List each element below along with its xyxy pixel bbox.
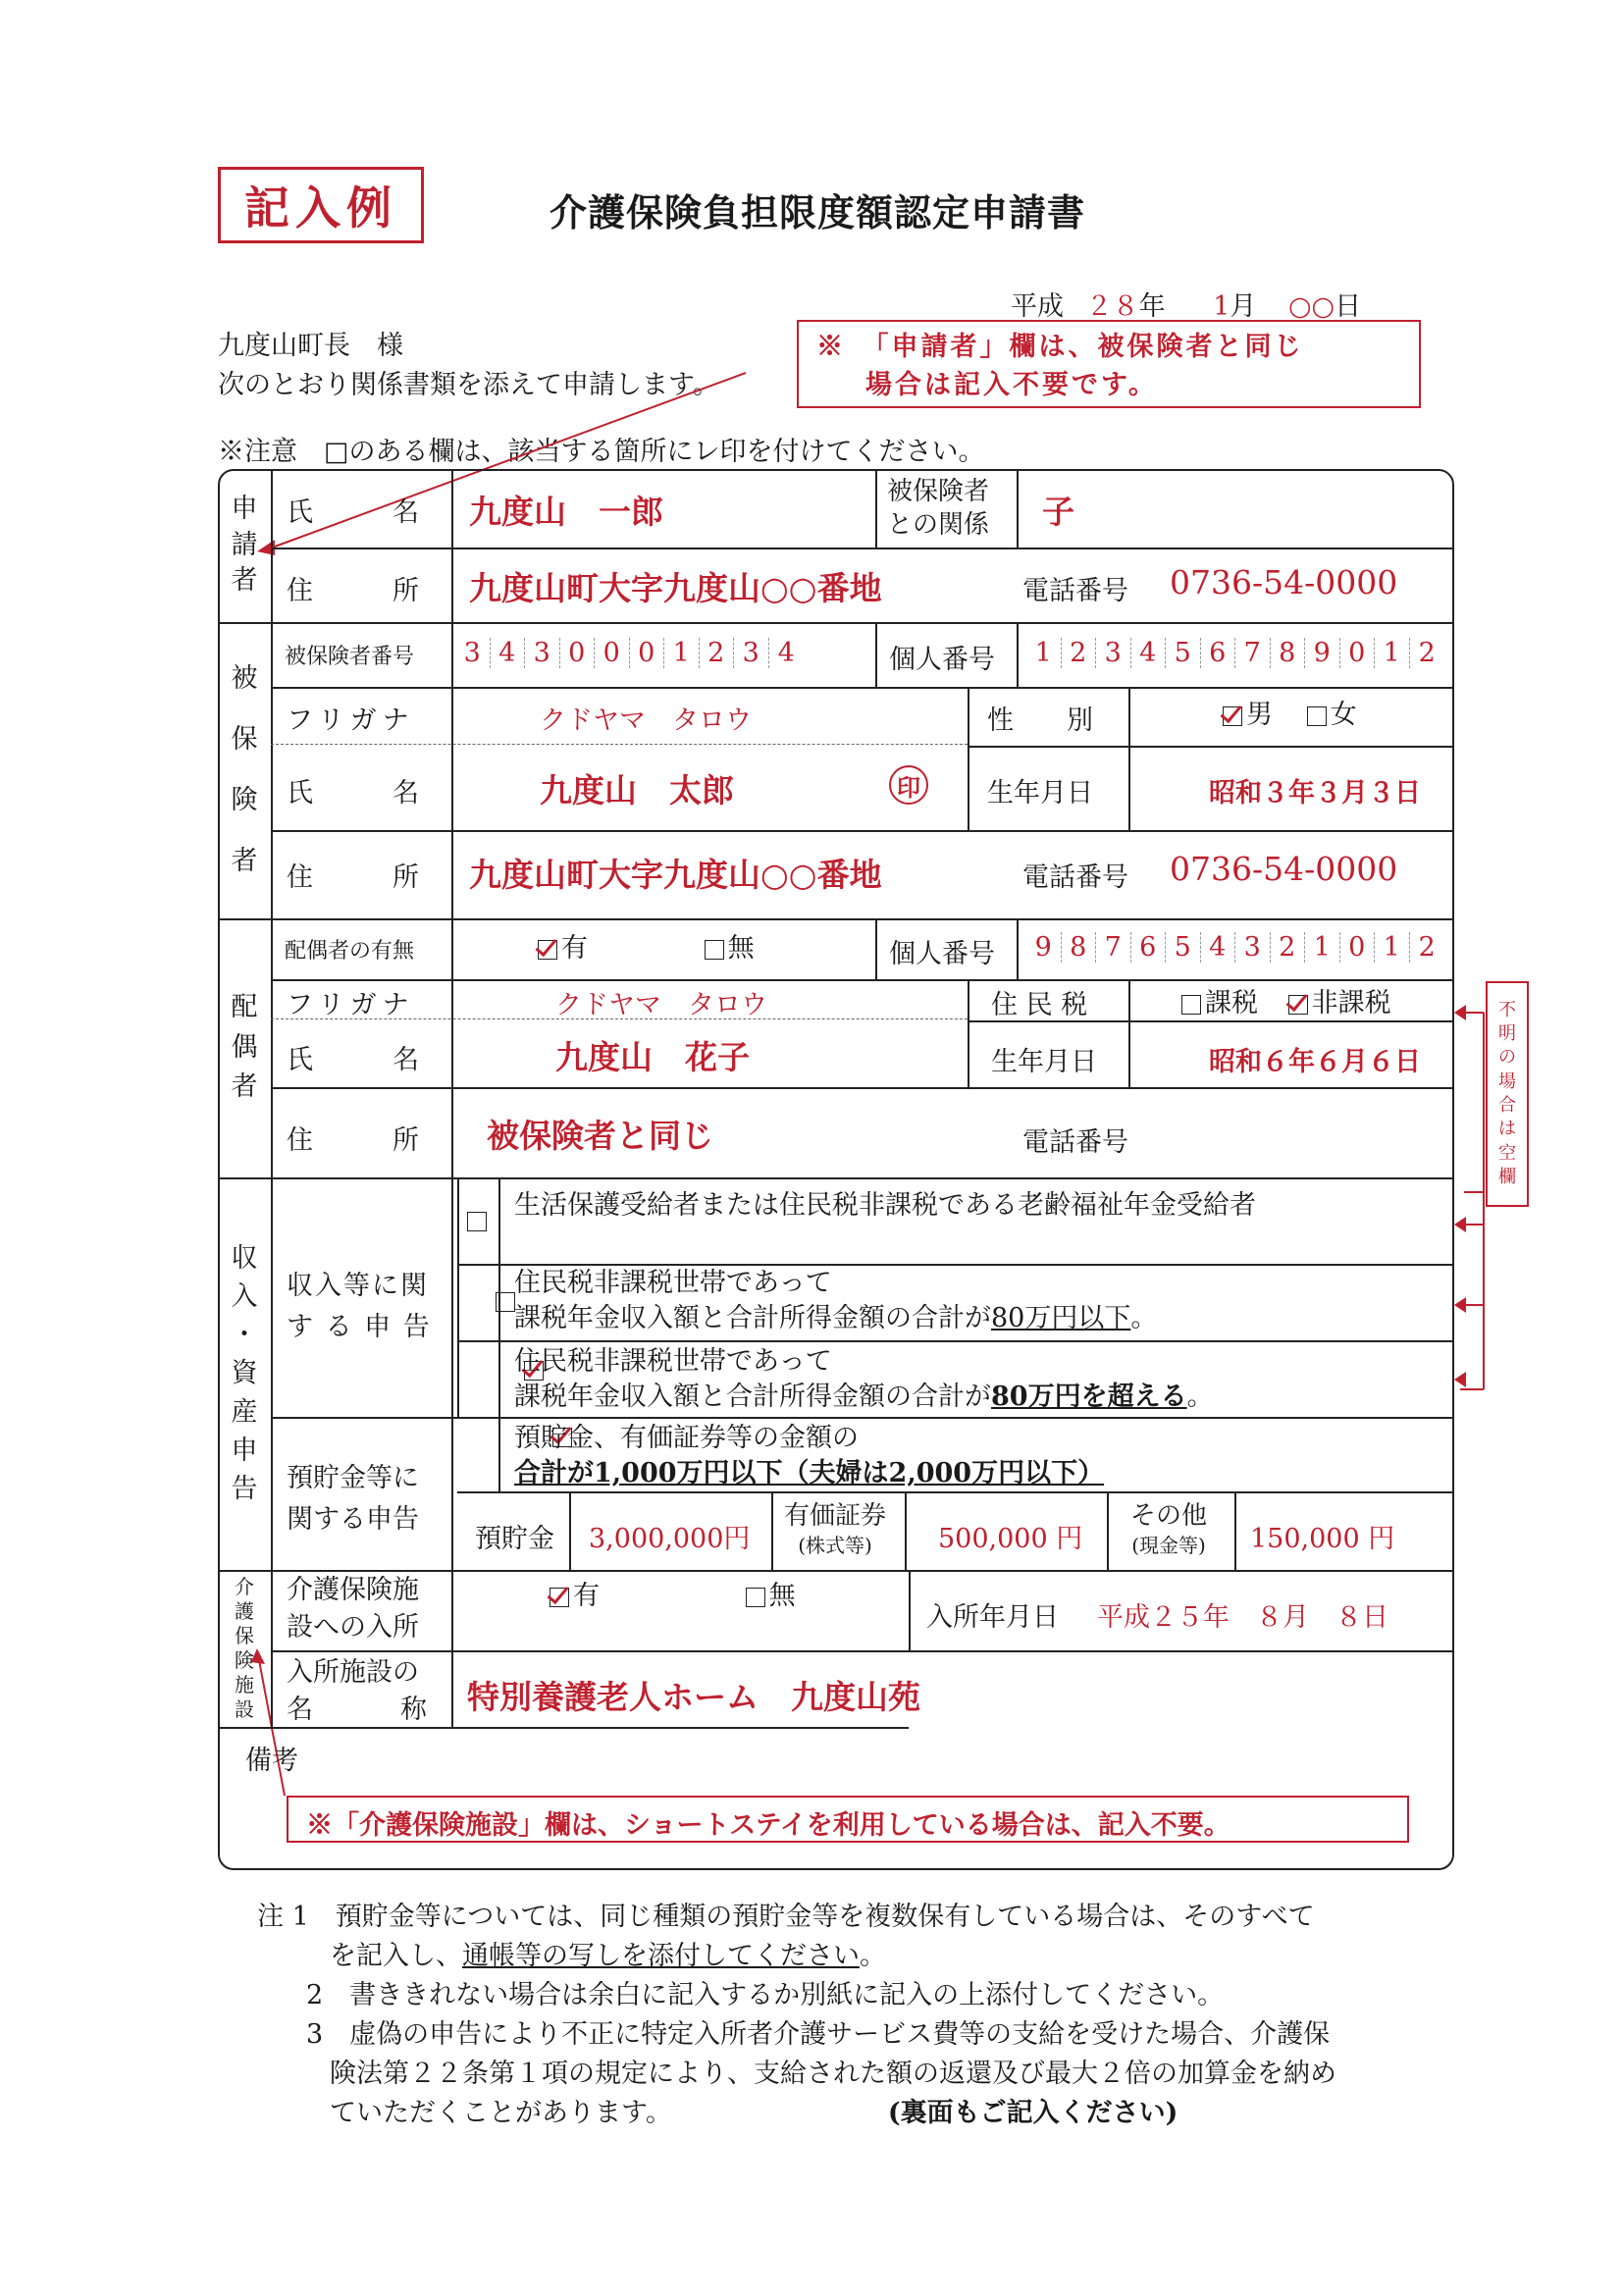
facility-no-checkbox[interactable] — [746, 1588, 765, 1607]
applicant-name-label: 氏 名 — [287, 497, 419, 528]
seal-mark: 印 — [889, 765, 928, 805]
spouse-birth-value[interactable]: 昭和６年６月６日 — [1209, 1047, 1421, 1077]
spouse-address-label: 住 所 — [287, 1125, 419, 1156]
application-date: 平成 ２８年 1月 ○○日 — [1011, 291, 1362, 322]
insured-birth-value[interactable]: 昭和３年３月３日 — [1209, 778, 1421, 809]
insured-address-value[interactable]: 九度山町大字九度山○○番地 — [469, 856, 882, 894]
insured-number-digits[interactable]: 3 4 3 0 0 0 1 2 3 4 — [455, 638, 804, 668]
remarks-label: 備考 — [245, 1746, 298, 1776]
spouse-address-value[interactable]: 被保険者と同じ — [487, 1117, 713, 1155]
savings-declaration-label: 預貯金等に 関する申告 — [287, 1463, 419, 1535]
applicant-address-label: 住 所 — [287, 576, 419, 606]
facility-section-label: 介 護 保 険 施 設 — [235, 1575, 254, 1721]
applicant-section-label: 申 請 者 — [231, 494, 258, 597]
tax-taxed-checkbox[interactable] — [1181, 995, 1201, 1015]
insured-personal-label: 個人番号 — [889, 645, 995, 675]
facility-entry-options[interactable]: 有 無 — [550, 1574, 796, 1612]
facility-note: ※「介護保険施設」欄は、ショートステイを利用している場合は、記入不要。 — [287, 1796, 1409, 1843]
sex-male-checkbox[interactable] — [1223, 706, 1242, 726]
facility-entry-label: 介護保険施 設への入所 — [287, 1575, 419, 1643]
applicant-name-value[interactable]: 九度山 一郎 — [469, 493, 663, 531]
insured-personal-digits[interactable]: 1 2 3 4 5 6 7 8 9 0 1 2 — [1026, 638, 1444, 668]
spouse-furigana-value[interactable]: クドヤマ タロウ — [555, 990, 767, 1020]
resident-tax-options[interactable]: 課税 非課税 — [1181, 981, 1391, 1019]
sex-female-checkbox[interactable] — [1307, 706, 1327, 726]
spouse-section-label: 配 偶 者 — [231, 992, 258, 1103]
insured-name-value[interactable]: 九度山 太郎 — [540, 771, 734, 809]
caution-text: ※注意 □のある欄は、該当する箇所にレ印を付けてください。 — [218, 437, 985, 467]
facility-date-value[interactable]: 平成２５年 ８月 ８日 — [1097, 1602, 1388, 1633]
facility-date-label: 入所年月日 — [926, 1602, 1059, 1633]
income-option3-text: 住民税非課税世帯であって 課税年金収入額と合計所得金額の合計が80万円を超える。 — [514, 1346, 1214, 1412]
tax-untaxed-checkbox[interactable] — [1288, 995, 1308, 1015]
spouse-birth-label: 生年月日 — [991, 1047, 1097, 1077]
page-title: 介護保険負担限度額認定申請書 — [550, 190, 1086, 235]
other-assets-value[interactable]: 150,000 円 — [1250, 1524, 1395, 1554]
deposit-value[interactable]: 3,000,000円 — [589, 1524, 751, 1554]
deposit-label: 預貯金 — [475, 1524, 554, 1554]
applicant-note: ※ 「申請者」欄は、被保険者と同じ 場合は記入不要です。 — [797, 320, 1421, 408]
insured-furigana-value[interactable]: クドヤマ タロウ — [540, 705, 752, 736]
facility-name-label: 入所施設の 名 称 — [287, 1657, 429, 1725]
insured-furigana-label: フリガナ — [287, 705, 415, 736]
footer-notes: 注 1 預貯金等については、同じ種類の預貯金等を複数保有している場合は、そのすべて を記入し、通帳等の写しを添付してください。 2 書ききれない場合は余白に記入するか別紙に記入の上添付してください。 3 虚偽の申告により不正に特定入所者介護サービス費等の支給を受けた場合、介護保 険法第２２条第１項の規定により、支給された額の返還及び最大２倍の加算金を納め ていただくことがあります。 (裏面もご記入ください) — [257, 1902, 1336, 2128]
securities-value[interactable]: 500,000 円 — [938, 1524, 1083, 1554]
relation-value[interactable]: 子 — [1042, 493, 1074, 531]
facility-yes-checkbox[interactable] — [550, 1588, 569, 1607]
other-assets-label: その他 (現金等) — [1129, 1501, 1207, 1557]
insured-phone-label: 電話番号 — [1022, 862, 1128, 893]
spouse-phone-label: 電話番号 — [1022, 1127, 1128, 1158]
insured-section-label: 被 保 険 者 — [231, 662, 258, 877]
applicant-phone-label: 電話番号 — [1022, 576, 1128, 606]
sample-label: 記入例 — [218, 167, 424, 243]
addressee: 九度山町長 様 — [218, 331, 403, 361]
intro-text: 次のとおり関係書類を添えて申請します。 — [218, 370, 719, 400]
income-option2-checkbox[interactable] — [496, 1292, 515, 1312]
sex-label: 性 別 — [987, 705, 1093, 736]
spouse-personal-label: 個人番号 — [889, 939, 995, 969]
spouse-yes-checkbox[interactable] — [538, 940, 557, 960]
savings-text: 預貯金、有価証券等の金額の 合計が1,000万円以下（夫婦は2,000万円以下） — [514, 1423, 1105, 1488]
spouse-no-checkbox[interactable] — [705, 940, 724, 960]
income-declaration-label: 収入等に関 す る 申 告 — [287, 1271, 432, 1342]
securities-label: 有価証券 (株式等) — [783, 1501, 886, 1557]
spouse-furigana-label: フリガナ — [287, 990, 415, 1020]
insured-number-label: 被保険者番号 — [285, 645, 415, 669]
income-option1-text: 生活保護受給者または住民税非課税である老齢福祉年金受給者 — [514, 1190, 1256, 1221]
insured-name-label: 氏 名 — [287, 778, 419, 809]
sex-options[interactable]: 男 女 — [1223, 693, 1357, 731]
spouse-presence-options[interactable]: 有 無 — [538, 926, 755, 965]
income-section-label: 収 入 ・ 資 産 申 告 — [231, 1243, 258, 1504]
applicant-phone-value[interactable]: 0736-54-0000 — [1170, 563, 1398, 601]
income-option2-text: 住民税非課税世帯であって 課税年金収入額と合計所得金額の合計が80万円以下。 — [514, 1268, 1158, 1333]
income-option1-checkbox[interactable] — [467, 1212, 487, 1231]
spouse-side-note: 不 明 の 場 合 は 空 欄 — [1486, 981, 1529, 1207]
insured-birth-label: 生年月日 — [987, 778, 1093, 809]
spouse-name-label: 氏 名 — [287, 1045, 419, 1075]
spouse-name-value[interactable]: 九度山 花子 — [555, 1038, 750, 1076]
insured-phone-value[interactable]: 0736-54-0000 — [1170, 850, 1398, 888]
applicant-address-value[interactable]: 九度山町大字九度山○○番地 — [469, 569, 882, 607]
insured-address-label: 住 所 — [287, 862, 419, 893]
resident-tax-label: 住 民 税 — [991, 990, 1088, 1020]
spouse-personal-digits[interactable]: 9 8 7 6 5 4 3 2 1 0 1 2 — [1026, 932, 1444, 963]
facility-name-value[interactable]: 特別養護老人ホーム 九度山苑 — [467, 1678, 920, 1716]
spouse-presence-label: 配偶者の有無 — [285, 939, 415, 964]
relation-label: 被保険者 との関係 — [887, 477, 990, 540]
